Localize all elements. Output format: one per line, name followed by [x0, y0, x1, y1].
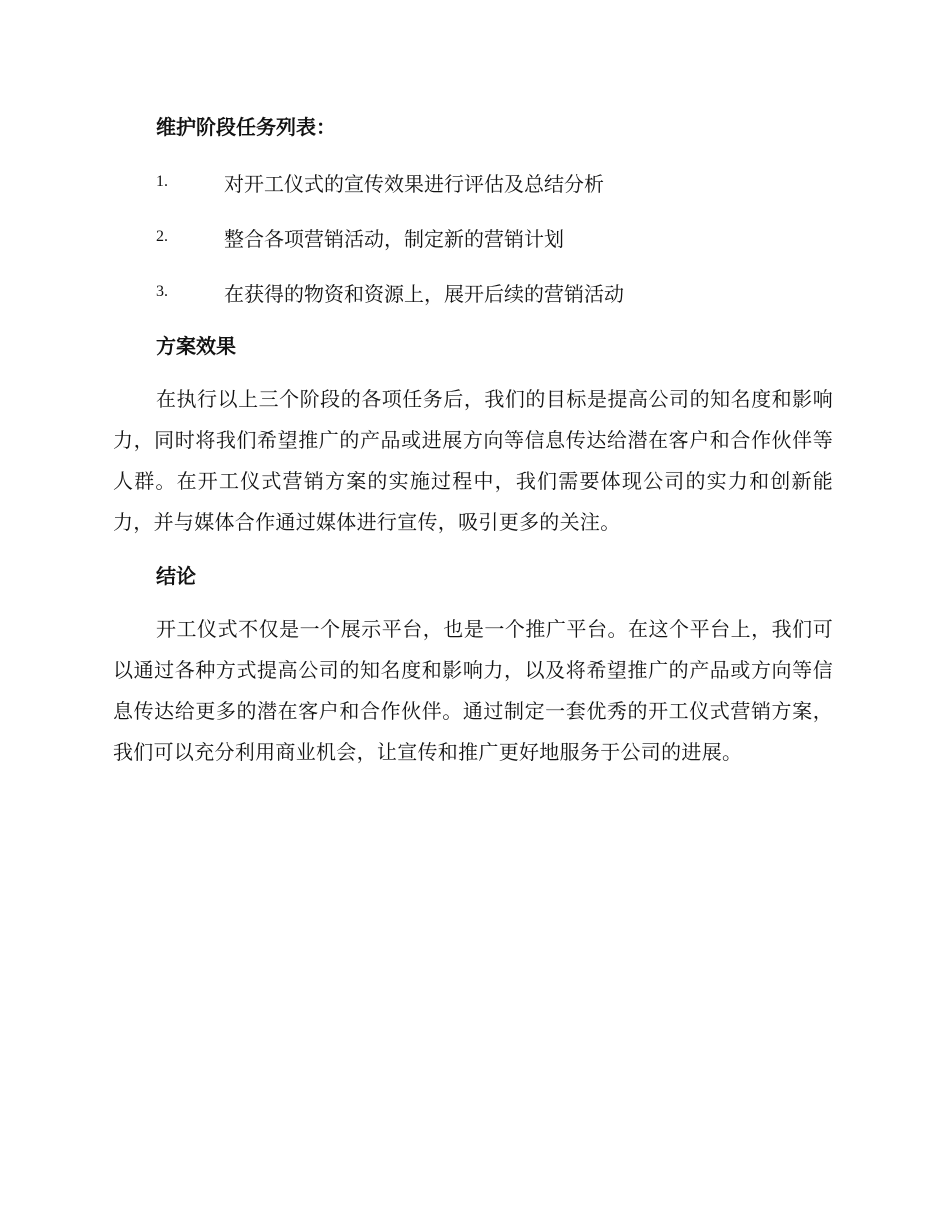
conclusion-heading: 结论 — [156, 564, 196, 588]
effect-paragraph: 在执行以上三个阶段的各项任务后，我们的目标是提高公司的知名度和影响力，同时将我们希望推广的产品或进展方向等信息传达给潜在客户和合作伙伴等人群。在开工仪式营销方案的实施过程中，我们需要体现公司的实力和创新能力，并与媒体合作通过媒体进行宣传，吸引更多的关注。 — [113, 387, 833, 534]
document-body — [113, 106, 833, 773]
list-item — [113, 216, 833, 258]
list-item-text: 整合各项营销活动，制定新的营销计划 — [224, 226, 564, 251]
conclusion-paragraph: 开工仪式不仅是一个展示平台，也是一个推广平台。在这个平台上，我们可以通过各种方式提高公司的知名度和影响力，以及将希望推广的产品或方向等信息传达给更多的潜在客户和合作伙伴。通过制定一套优秀的开工仪式营销方案，我们可以充分利用商业机会，让宣传和推广更好地服务于公司的进展。 — [113, 617, 833, 764]
list-item-number: 1. — [156, 173, 168, 190]
list-item-number: 2. — [156, 228, 168, 245]
list-item-text: 在获得的物资和资源上，展开后续的营销活动 — [224, 281, 624, 306]
maintenance-task-list — [113, 161, 833, 313]
maintenance-heading: 维护阶段任务列表： — [156, 115, 336, 139]
list-item-text: 对开工仪式的宣传效果进行评估及总结分析 — [224, 171, 604, 196]
list-item — [113, 161, 833, 203]
effect-heading: 方案效果 — [156, 334, 236, 358]
list-item-number: 3. — [156, 283, 168, 300]
list-item — [113, 271, 833, 313]
